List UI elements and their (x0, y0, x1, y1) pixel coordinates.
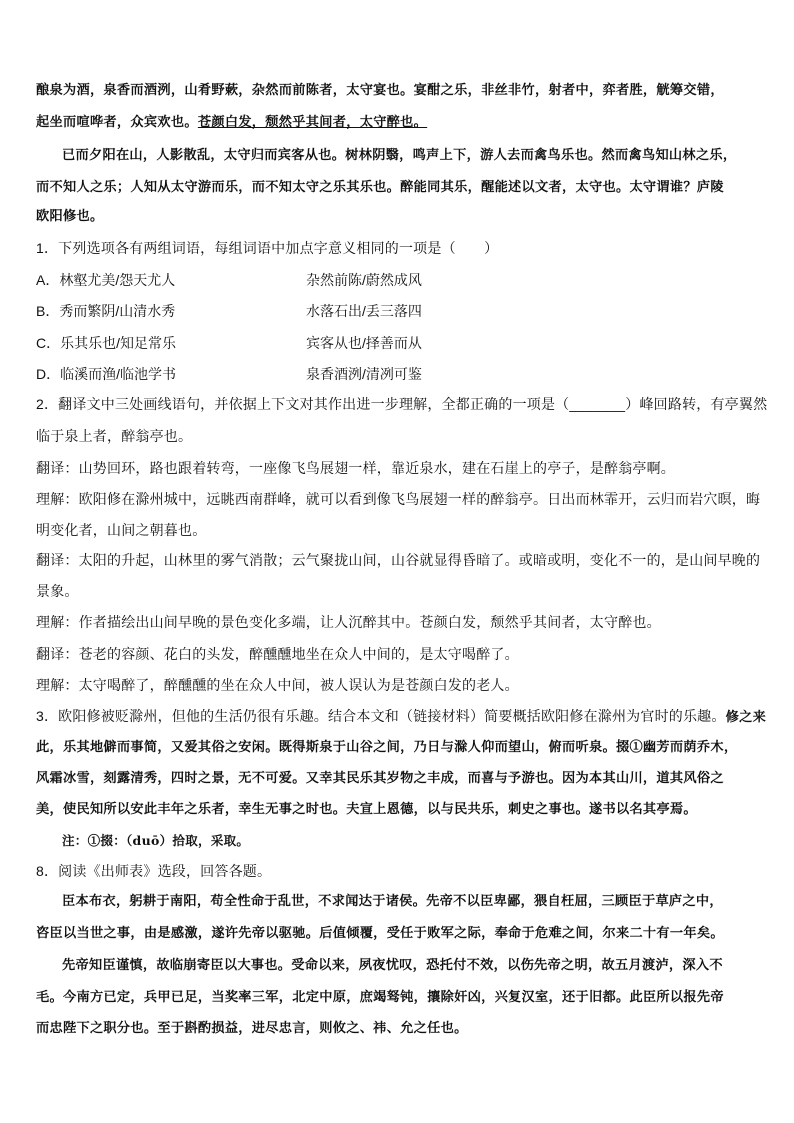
question-3-stem-line (36, 706, 767, 728)
passage-line (36, 113, 758, 133)
option-b-right: 水落石出/丢三落四 (306, 303, 422, 319)
translation-2: 景象。 (36, 583, 79, 599)
option-c-left: C．乐其乐也/知足常乐 (36, 335, 176, 351)
question-2-stem: 2．翻译文中三处画线语句，并依据上下文对其作出进一步理解，全都正确的一项是（_______）峰回路转，有亭翼然 (36, 396, 768, 412)
linked-material: 风霜冰雪，刻露清秀，四时之景，无不可爱。又幸其民乐其岁物之丰成，而喜与予游也。因为本其山川，道其风俗之 (36, 771, 724, 786)
option-a-right: 杂然前陈/蔚然成风 (306, 272, 422, 288)
passage-text: 起坐而喧哗者，众宾欢也。 (36, 115, 198, 130)
passage-line: 咨臣以当世之事，由是感激，遂许先帝以驱驰。后值倾覆，受任于败军之际，奉命于危难之间，尔来二十有一年矣。 (36, 926, 724, 941)
linked-material: 此，乐其地僻而事简，又爱其俗之安闲。既得斯泉于山谷之间，乃日与滁人仰而望山，俯而听泉。掇①幽芳而荫乔木， (36, 740, 738, 755)
option-d-left: D．临溪而渔/临池学书 (36, 366, 176, 382)
passage-line: 毛。今南方已定，兵甲已足，当奖率三军，北定中原，庶竭驽钝，攘除奸凶，兴复汉室，还于旧都。此臣所以报先帝 (36, 990, 724, 1005)
passage-line: 酿泉为酒，泉香而酒洌，山肴野蔌，杂然而前陈者，太守宴也。宴酣之乐，非丝非竹，射者中，弈者胜，觥筹交错， (36, 83, 724, 98)
linked-material: 美，使民知所以安此丰年之乐者，幸生无事之时也。夫宣上恩德，以与民共乐，刺史之事也。遂书以名其亭焉。 (36, 802, 697, 817)
linked-material: 修之来 (725, 710, 767, 725)
question-8-stem: 8．阅读《出师表》选段，回答各题。 (36, 863, 272, 879)
understanding-1: 明变化者，山间之朝暮也。 (36, 522, 207, 538)
question-3-stem: 3．欧阳修被贬滁州，但他的生活仍很有乐趣。结合本文和（链接材料）简要概括欧阳修在滁州为官时的乐趣。 (36, 708, 726, 724)
passage-line: 欧阳修也。 (36, 209, 104, 224)
question-1-stem: 1．下列选项各有两组词语，每组词语中加点字意义相同的一项是（ ） (36, 240, 499, 256)
passage-line: 而忠陛下之职分也。至于斟酌损益，进尽忠言，则攸之、祎、允之任也。 (36, 1021, 468, 1036)
passage-line: 而不知人之乐；人知从太守游而乐，而不知太守之乐其乐也。醉能同其乐，醒能述以文者，太守也。太守谓谁？庐陵 (36, 180, 724, 195)
passage-line: 臣本布衣，躬耕于南阳，苟全性命于乱世，不求闻达于诸侯。先帝不以臣卑鄙，猥自枉屈，三顾臣于草庐之中， (62, 894, 723, 909)
understanding-2: 理解：作者描绘出山间早晚的景色变化多端，让人沉醉其中。苍颜白发，颓然乎其间者，太守醉也。 (36, 614, 661, 630)
question-2-stem: 临于泉上者，醉翁亭也。 (36, 428, 193, 444)
option-a-left: A．林壑尤美/怨天尤人 (36, 272, 176, 288)
passage-line: 先帝知臣谨慎，故临崩寄臣以大事也。受命以来，夙夜忧叹，恐托付不效，以伤先帝之明，故五月渡泸，深入不 (62, 958, 723, 973)
option-d-right: 泉香酒洌/清冽可鉴 (306, 366, 422, 382)
understanding-1: 理解：欧阳修在滁州城中，远眺西南群峰，就可以看到像飞鸟展翅一样的醉翁亭。日出而林霏开，云归而岩穴暝，晦 (36, 491, 761, 507)
footnote: 注：①掇：（duō）拾取，采取。 (62, 833, 250, 848)
option-c-right: 宾客从也/择善而从 (306, 335, 422, 351)
understanding-3: 理解：太守喝醉了，醉醺醺的坐在众人中间，被人误认为是苍颜白发的老人。 (36, 677, 519, 693)
translation-3: 翻译：苍老的容颜、花白的头发，醉醺醺地坐在众人中间的，是太守喝醉了。 (36, 646, 519, 662)
underlined-sentence: 苍颜白发，颓然乎其间者，太守醉也。 (197, 115, 428, 130)
option-b-left: B．秀而繁阴/山清水秀 (36, 303, 176, 319)
translation-2: 翻译：太阳的升起，山林里的雾气消散；云气聚拢山间，山谷就显得昏暗了。或暗或明，变化不一的，是山间早晚的 (36, 552, 761, 568)
translation-1: 翻译：山势回环，路也跟着转弯，一座像飞鸟展翅一样，靠近泉水，建在石崖上的亭子，是醉翁亭啊。 (36, 460, 675, 476)
passage-line: 已而夕阳在山，人影散乱，太守归而宾客从也。树林阴翳，鸣声上下，游人去而禽鸟乐也。然而禽鸟知山林之乐， (62, 148, 737, 163)
